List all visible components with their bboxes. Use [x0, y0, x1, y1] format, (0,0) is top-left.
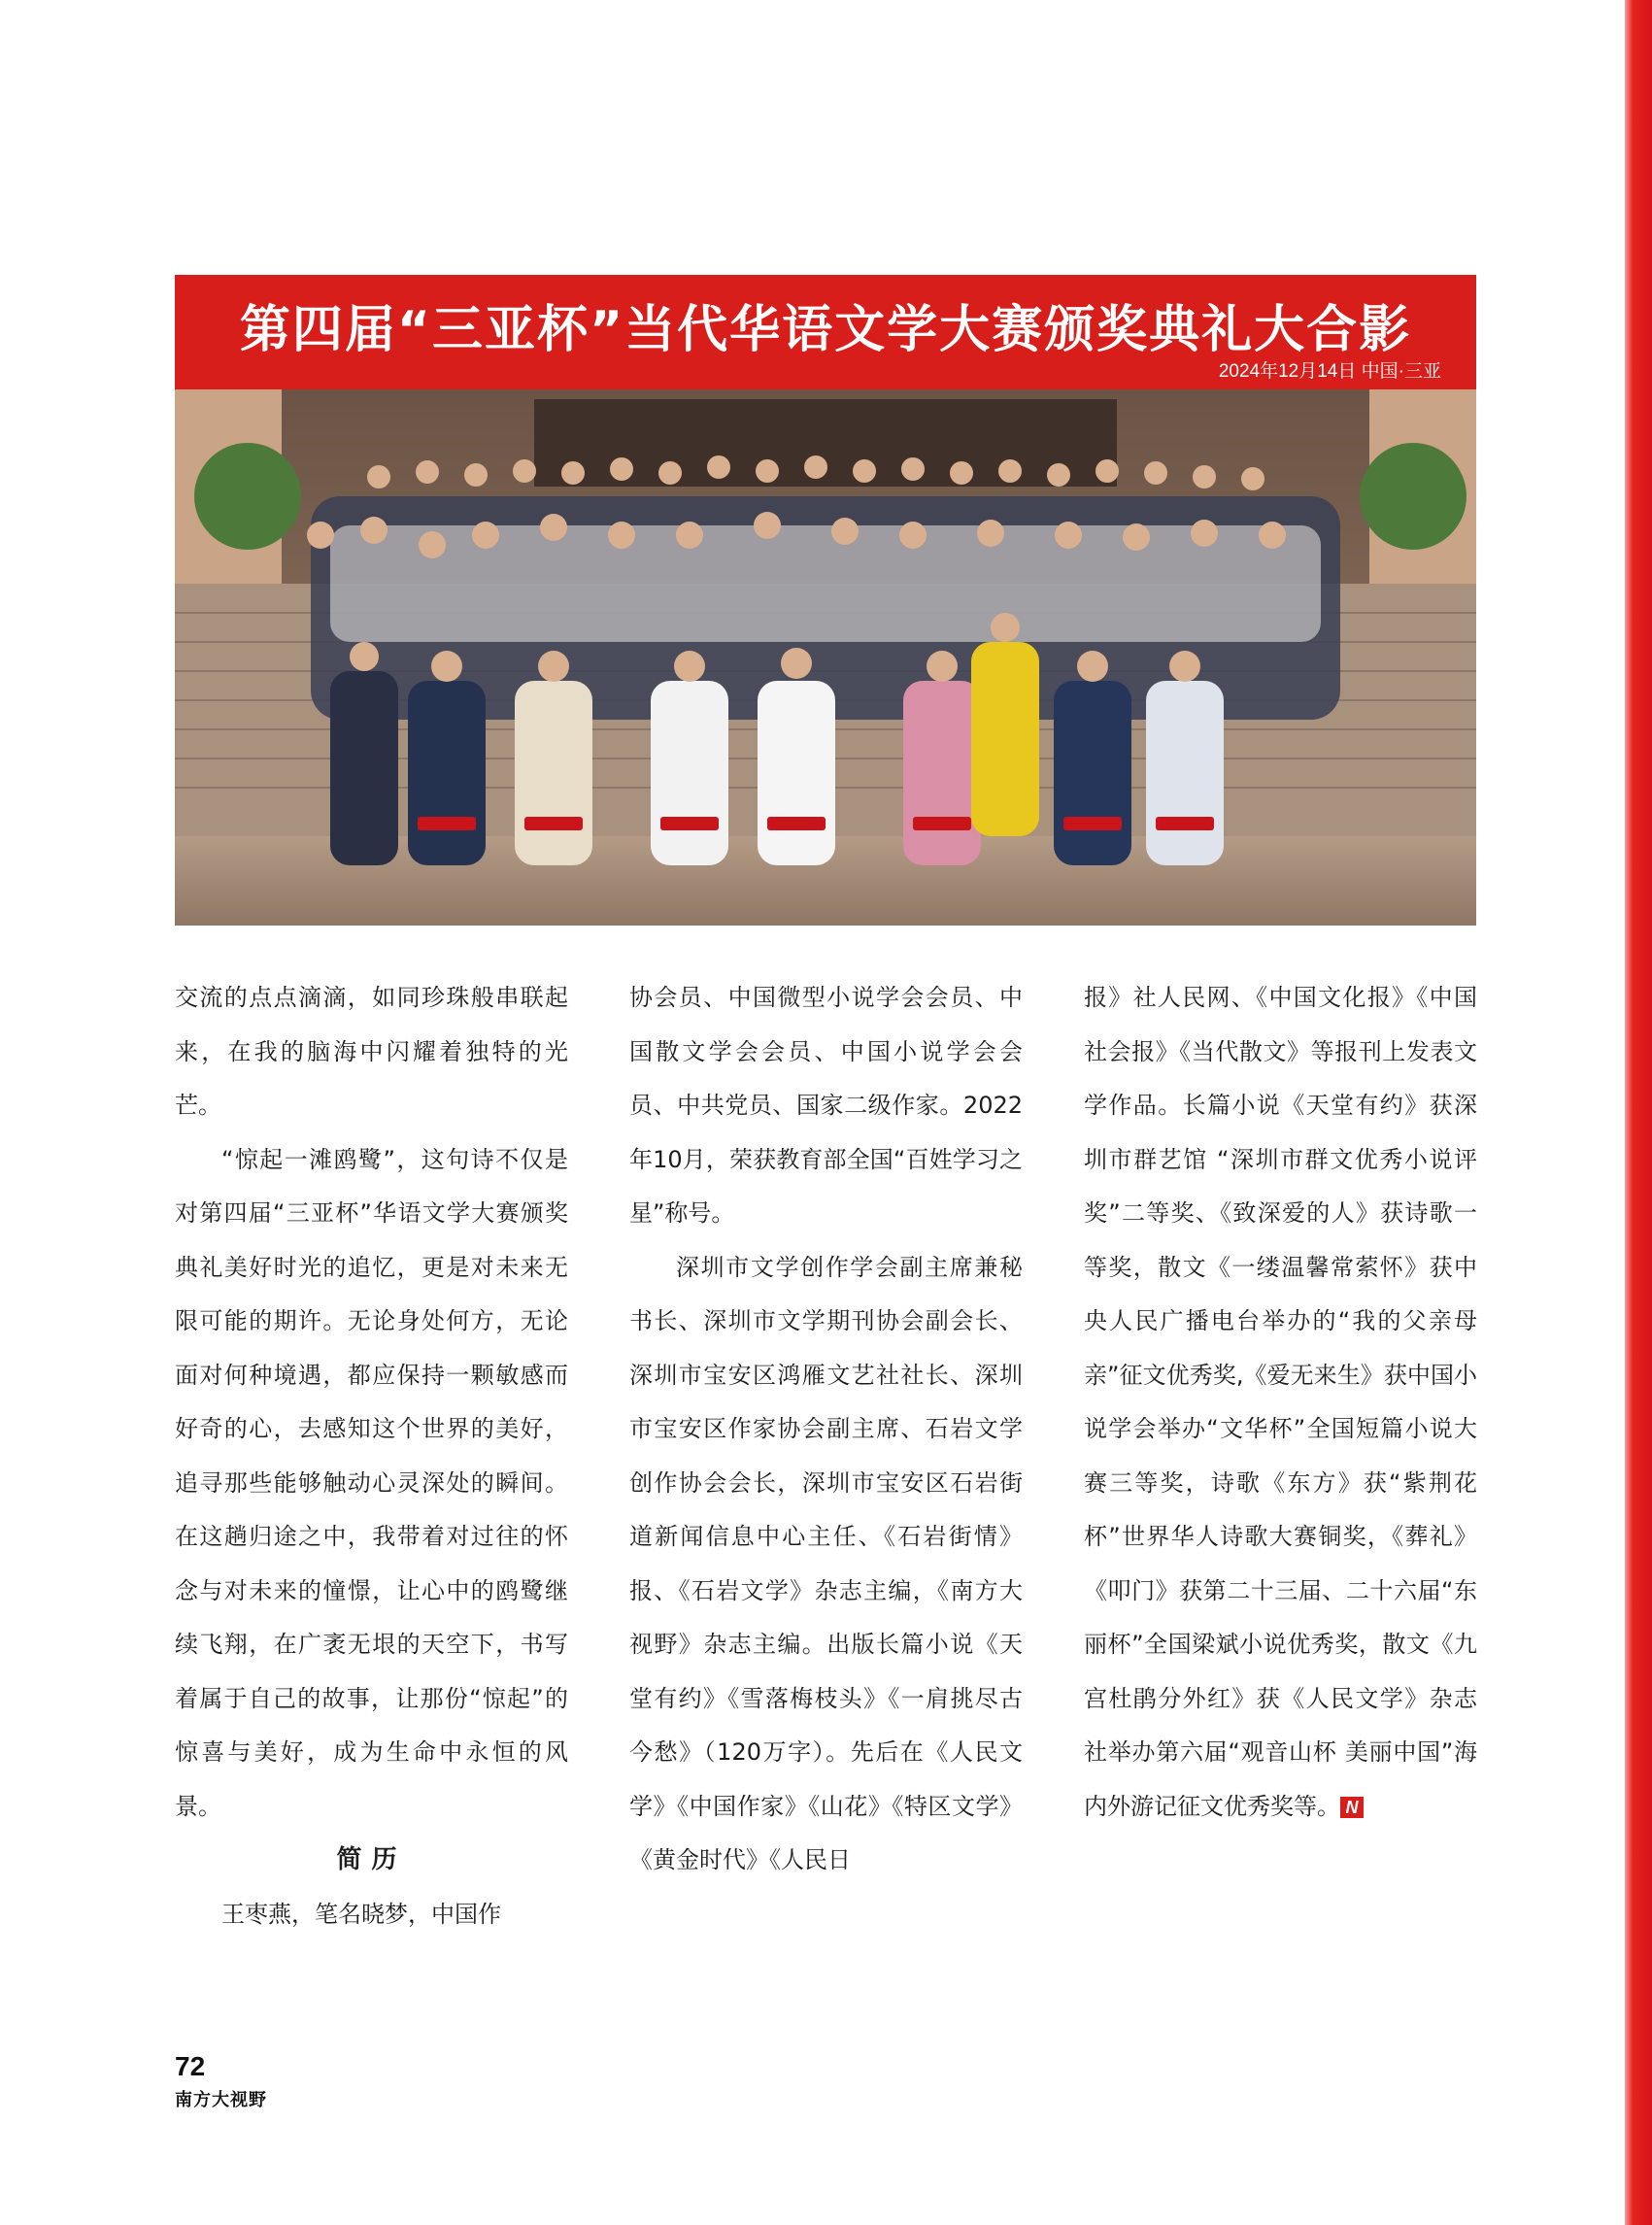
section-heading-resume: 简历 — [336, 1845, 407, 1874]
photo-banner — [175, 275, 1476, 389]
page-edge-bar — [1625, 0, 1652, 2225]
text-column-3 — [1084, 971, 1477, 1834]
left-potted-plant — [194, 443, 301, 550]
text-column-1 — [175, 971, 568, 1941]
group-photo-scene — [175, 389, 1476, 926]
magazine-logo: 南方大视野 — [175, 2090, 267, 2110]
page-number: 72 — [175, 2051, 206, 2081]
paragraph: 交流的点点滴滴，如同珍珠般串联起来，在我的脑海中闪耀着独特的光芒。 — [175, 984, 568, 1119]
paragraph: 协会员、中国微型小说学会会员、中国散文学会会员、中国小说学会会员、中共党员、国家二级作家。2022年10月，荣获教育部全国“百姓学习之星”称号。 — [629, 984, 1023, 1227]
banner-date-place: 2024年12月14日 中国·三亚 — [1218, 361, 1441, 382]
paragraph: 深圳市文学创作学会副主席兼秘书长、深圳市文学期刊协会副会长、深圳市宝安区鸿雁文艺社社长、深圳市宝安区作家协会副主席、石岩文学创作协会会长，深圳市宝安区石岩街道新闻信息中心主任、《石岩街情》报、《石岩文学》杂志主编，《南方大视野》杂志主编。出版长篇小说《天堂有约》《雪落梅枝头》《一肩挑尽古今愁》（120万字）。先后在《人民文学》《中国作家》《山花》《特区文学》《黄金时代》《人民日 — [629, 1253, 1023, 1873]
right-potted-plant — [1360, 443, 1467, 550]
group-photo — [175, 275, 1476, 926]
paragraph: 王枣燕，笔名晓梦，中国作 — [221, 1900, 501, 1928]
paragraph — [1084, 971, 1477, 1834]
paragraph: “惊起一滩鸥鹭”，这句诗不仅是对第四届“三亚杯”华语文学大赛颁奖典礼美好时光的追忆，更是对未来无限可能的期许。无论身处何方，无论面对何种境遇，都应保持一颗敏感而好奇的心，去感知这个世界的美好，追寻那些能够触动心灵深处的瞬间。在这趟归途之中，我带着对过往的怀念与对未来的憧憬，让心中的鸥鹭继续飞翔，在广袤无垠的天空下，书写着属于自己的故事，让那份“惊起”的惊喜与美好，成为生命中永恒的风景。 — [175, 1145, 568, 1820]
banner-title: 第四届“三亚杯”当代华语文学大赛颁奖典礼大合影 — [239, 301, 1412, 359]
end-of-article-mark: N — [1340, 1797, 1364, 1818]
text-column-2 — [629, 971, 1023, 1888]
paragraph-text: 报》社人民网、《中国文化报》《中国社会报》《当代散文》等报刊上发表文学作品。长篇小说《天堂有约》获深圳市群艺馆 “深圳市群文优秀小说评奖”二等奖、《致深爱的人》获诗歌一等奖，散文《一缕温馨常萦怀》获中央人民广播电台举办的“我的父亲母亲”征文优秀奖,《爱无来生》获中国小说学会举办“文华杯”全国短篇小说大赛三等奖，诗歌《东方》获“紫荆花杯”世界华人诗歌大赛铜奖，《葬礼》《叩门》获第二十三届、二十六届“东丽杯”全国梁斌小说优秀奖，散文《九宫杜鹃分外红》获《人民文学》杂志社举办第六届“观音山杯 美丽中国”海内外游记征文优秀奖等。 — [1084, 984, 1477, 1820]
